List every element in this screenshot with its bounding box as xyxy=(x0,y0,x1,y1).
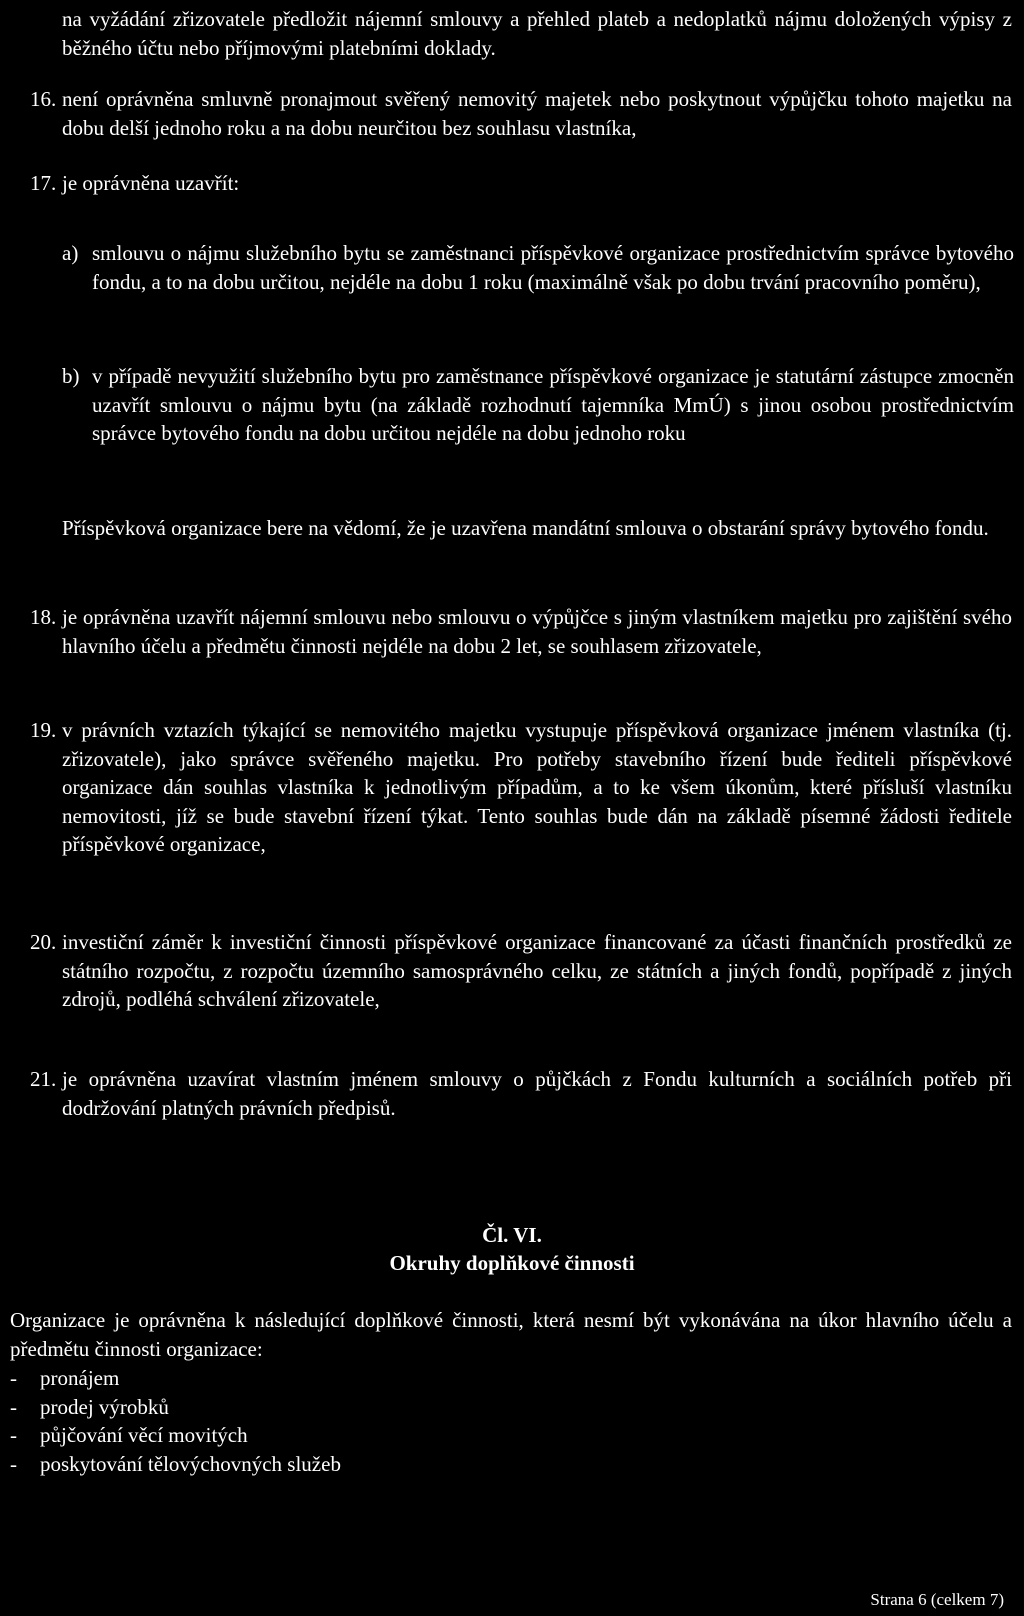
list-marker: - xyxy=(10,1423,17,1447)
item-text: je oprávněna uzavřít: xyxy=(62,171,240,195)
item-number: 19. xyxy=(30,718,57,742)
list-item-text: poskytování tělovýchovných služeb xyxy=(40,1451,341,1476)
note-paragraph: Příspěvková organizace bere na vědomí, že je uzavřena mandátní smlouva o obstarání správy bytového fondu. xyxy=(62,516,989,540)
intro-paragraph: na vyžádání zřizovatele předložit nájemní smlouvy a přehled plateb a nedoplatků nájmu doložených výpisy z běžného účtu nebo příjmovými platebními doklady. xyxy=(62,7,1012,60)
item-text: je oprávněna uzavírat vlastním jménem smlouvy o půjčkách z Fondu kulturních a sociálních potřeb při dodržování platných právních předpisů. xyxy=(62,1067,1012,1120)
subitem-text: smlouvu o nájmu služebního bytu se zaměstnanci příspěvkové organizace prostřednictvím správce bytového fondu, a to na dobu určitou, nejdéle na dobu 1 roku (maximálně však po dobu trvání pracovního poměru), xyxy=(92,241,1014,294)
section-number: Čl. VI. xyxy=(482,1223,542,1247)
section-title: Okruhy doplňkové činnosti xyxy=(389,1251,635,1275)
section-intro: Organizace je oprávněna k následující doplňkové činnosti, která nesmí být vykonávána na úkor hlavního účelu a předmětu činnosti organizace: xyxy=(10,1308,1012,1361)
list-item-text: prodej výrobků xyxy=(40,1394,169,1419)
item-number: 16. xyxy=(30,87,57,111)
item-text: v právních vztazích týkající se nemovitého majetku vystupuje příspěvková organizace jménem vlastníka (tj. zřizovatele), jako správce svěřeného majetku. Pro potřeby stavebního řízení bude řediteli příspěvkové organizace dán souhlas vlastníka k jednotlivým případům, a to ke všem úkonům, které přísluší vlastníku nemovitosti, jíž se bude stavební řízení týkat. Tento souhlas bude dán na základě písemné žádosti ředitele příspěvkové organizace, xyxy=(62,718,1012,856)
subitem-letter: a) xyxy=(62,241,79,265)
item-number: 17. xyxy=(30,171,57,195)
item-text: investiční záměr k investiční činnosti příspěvkové organizace financované za účasti finančních prostředků ze státního rozpočtu, z rozpočtu územního samosprávného celku, ze státních a jiných fondů, popřípadě z jiných zdrojů, podléhá schválení zřizovatele, xyxy=(62,930,1012,1011)
item-text: není oprávněna smluvně pronajmout svěřený nemovitý majetek nebo poskytnout výpůjčku tohoto majetku na dobu delší jednoho roku a na dobu neurčitou bez souhlasu vlastníka, xyxy=(62,87,1012,140)
subitem-text: v případě nevyužití služebního bytu pro zaměstnance příspěvkové organizace je statutární zástupce zmocněn uzavřít smlouvu o nájmu bytu (na základě rozhodnutí tajemníka MmÚ) s jinou osobou prostřednictvím správce bytového fondu na dobu určitou nejdéle na dobu jednoho roku xyxy=(92,364,1014,445)
page-number: Strana 6 (celkem 7) xyxy=(870,1590,1004,1609)
list-marker: - xyxy=(10,1366,17,1390)
item-text: je oprávněna uzavřít nájemní smlouvu nebo smlouvu o výpůjčce s jiným vlastníkem majetku pro zajištění svého hlavního účelu a předmětu činnosti nejdéle na dobu 2 let, se souhlasem zřizovatele, xyxy=(62,605,1012,658)
list-item-text: půjčování věcí movitých xyxy=(40,1423,248,1447)
item-number: 21. xyxy=(30,1067,57,1091)
list-item-text: pronájem xyxy=(40,1366,120,1390)
item-number: 18. xyxy=(30,605,57,629)
item-number: 20. xyxy=(30,930,57,954)
subitem-letter: b) xyxy=(62,364,80,388)
list-marker: - xyxy=(10,1451,17,1476)
list-marker: - xyxy=(10,1394,17,1419)
